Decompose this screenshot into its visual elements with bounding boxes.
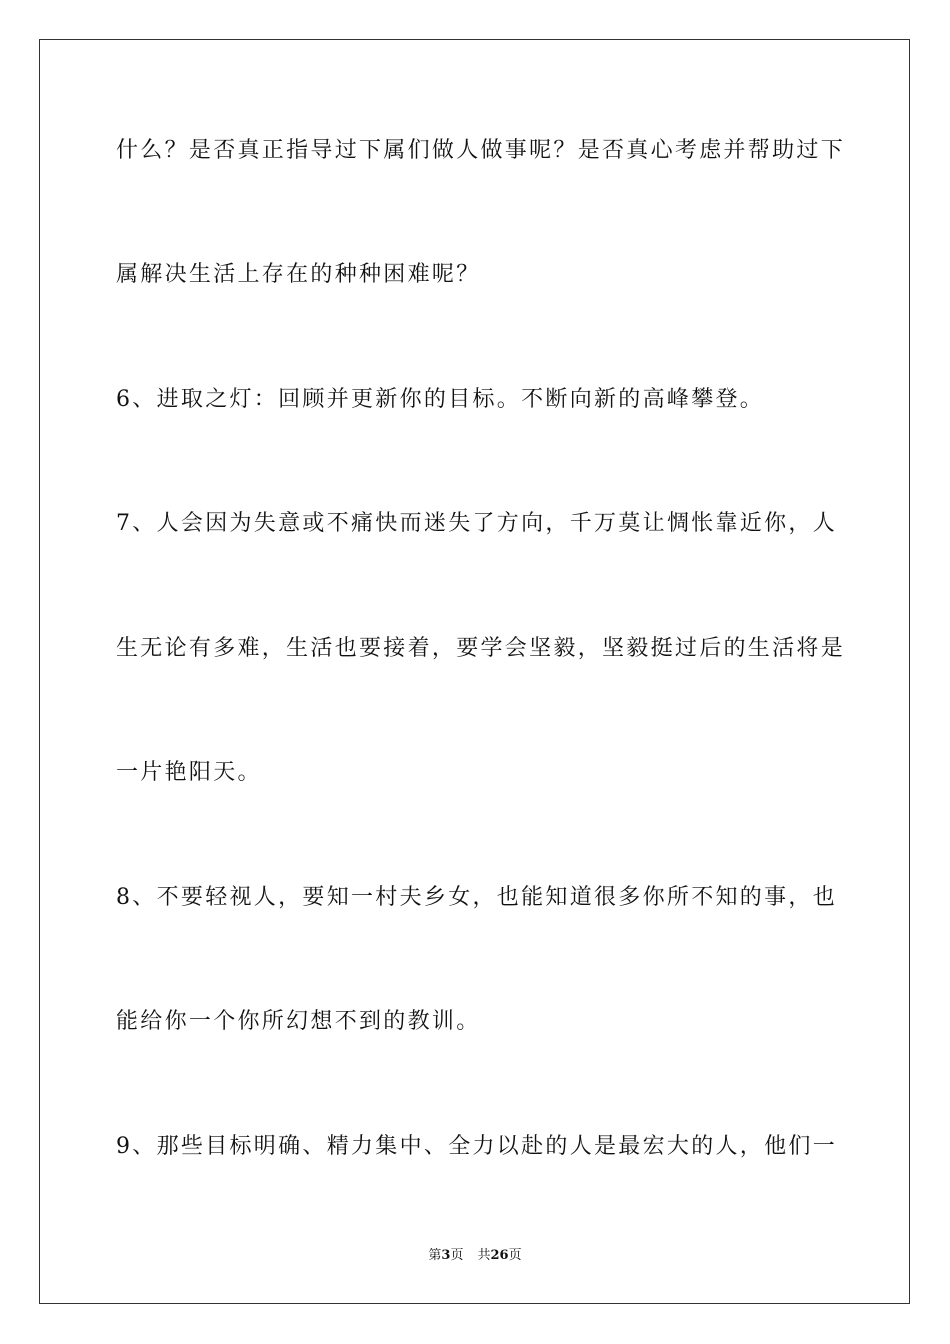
text-line: 属解决生活上存在的种种困难呢？	[116, 262, 481, 287]
text-line: 什么？是否真正指导过下属们做人做事呢？是否真心考虑并帮助过下	[116, 138, 846, 163]
text-line: 8、不要轻视人，要知一村夫乡女，也能知道很多你所不知的事，也	[116, 885, 837, 910]
page-prefix: 第	[428, 1248, 442, 1263]
text-line: 一片艳阳天。	[116, 760, 262, 785]
text-line: 7、人会因为失意或不痛快而迷失了方向，千万莫让惆怅靠近你，人	[116, 511, 837, 536]
total-suffix: 页	[508, 1248, 522, 1263]
text-line: 生无论有多难，生活也要接着，要学会坚毅，坚毅挺过后的生活将是	[116, 636, 846, 661]
text-line: 9、那些目标明确、精力集中、全力以赴的人是最宏大的人，他们一	[116, 1134, 837, 1159]
total-pages: 26	[490, 1248, 509, 1263]
page-border	[39, 39, 910, 1304]
total-prefix: 共	[477, 1248, 491, 1263]
text-line: 能给你一个你所幻想不到的教训。	[116, 1009, 481, 1034]
page-suffix: 页	[450, 1248, 464, 1263]
text-line: 6、进取之灯：回顾并更新你的目标。不断向新的高峰攀登。	[116, 387, 765, 412]
page-number: 3	[441, 1248, 451, 1263]
page-footer	[0, 1247, 950, 1265]
